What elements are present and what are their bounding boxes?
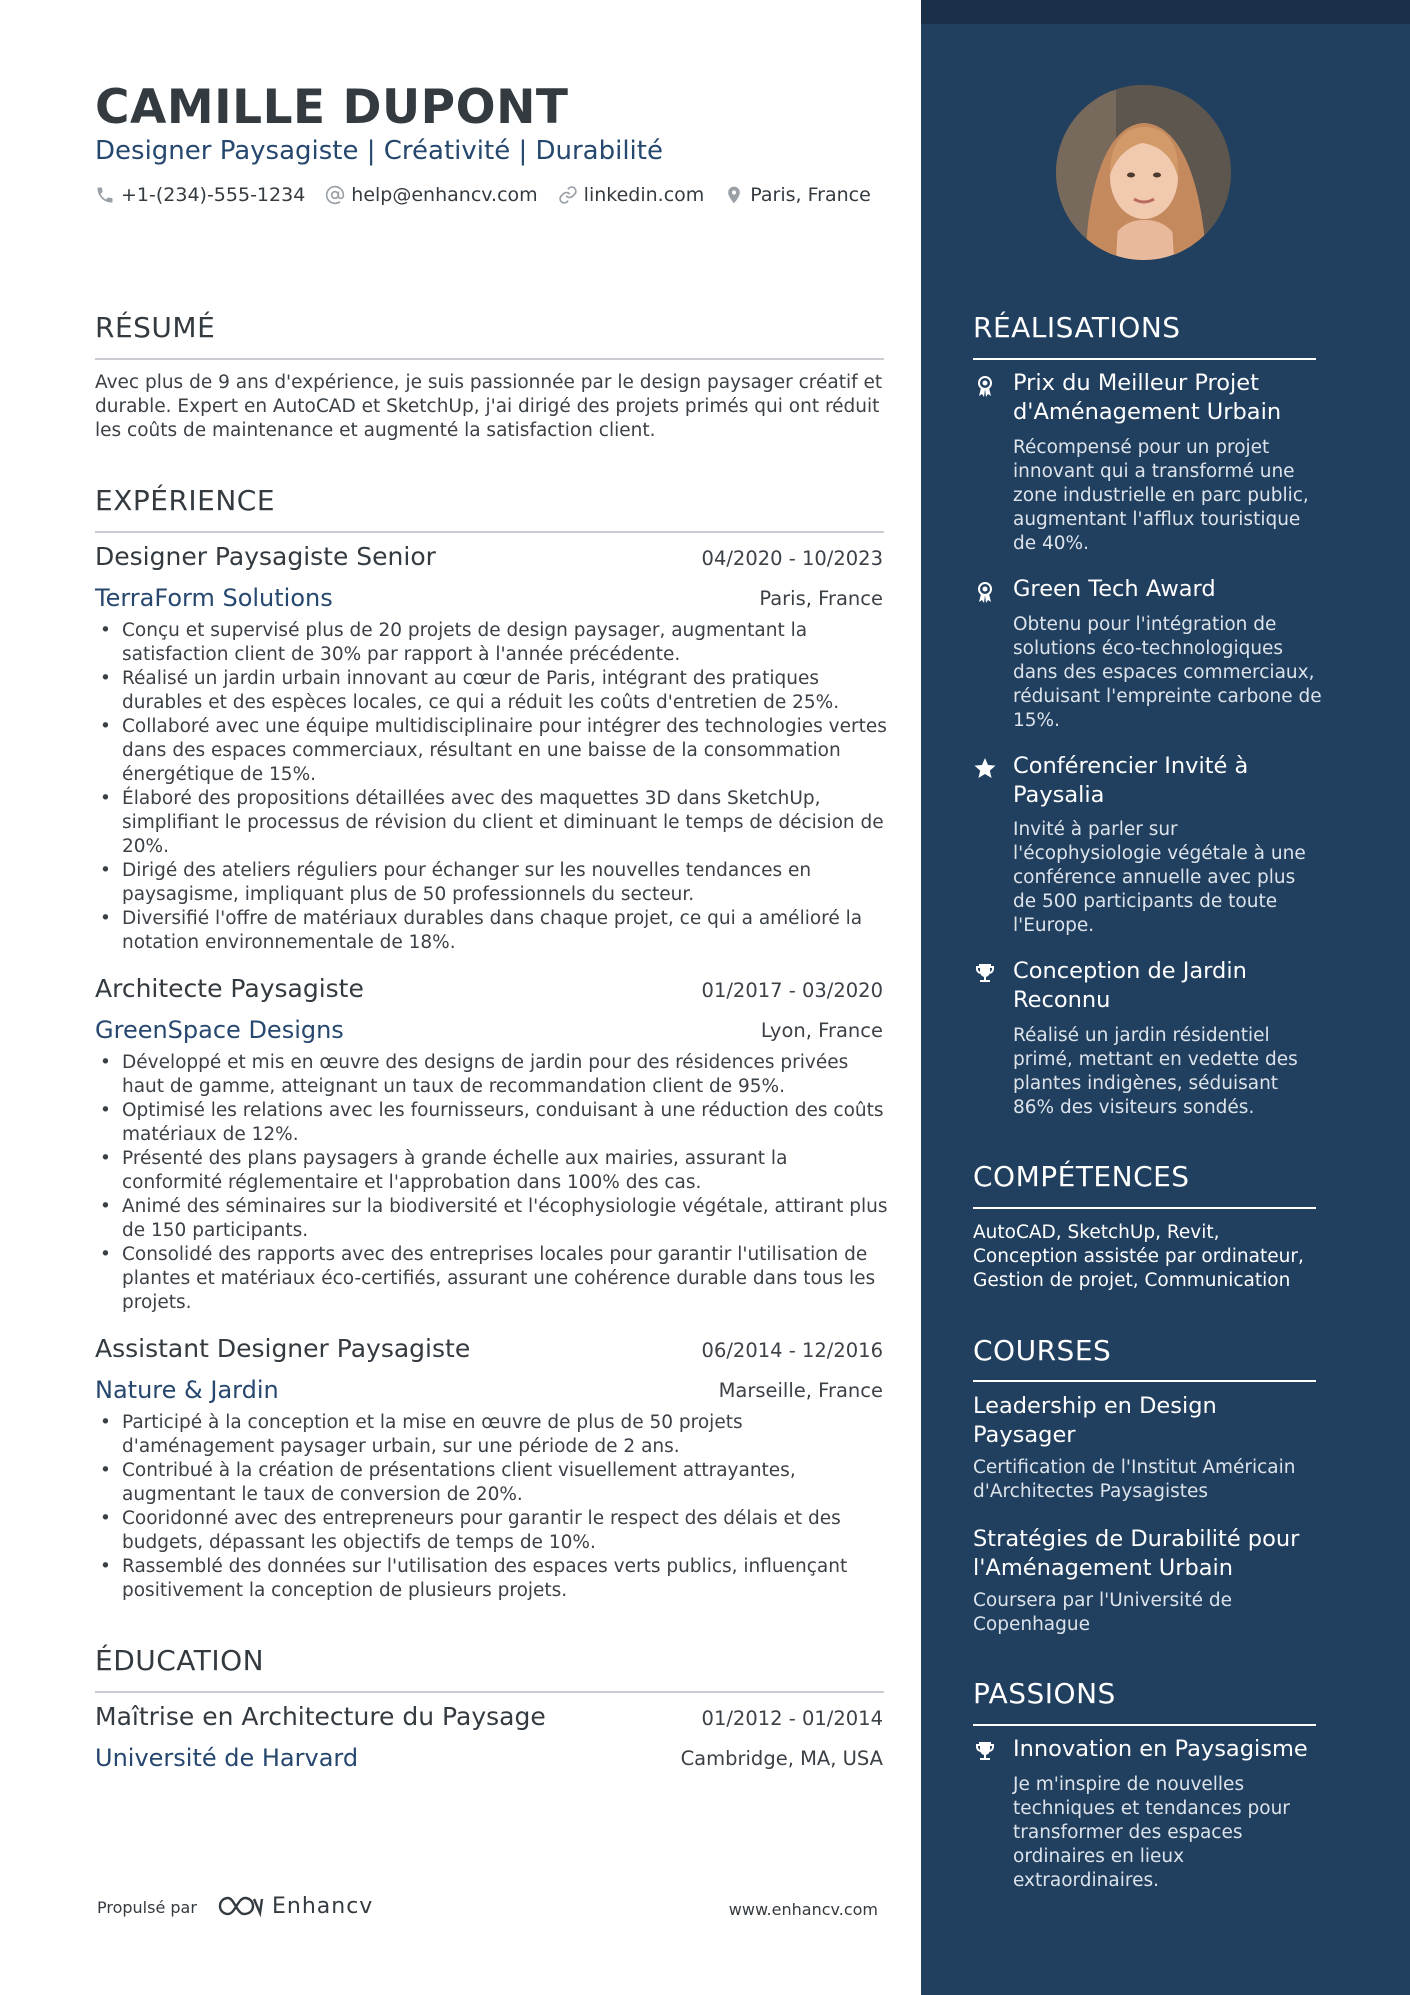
summary-heading: RÉSUMÉ — [95, 311, 216, 344]
phone-icon — [95, 185, 115, 205]
course-desc: Certification de l'Institut Américain d'Architectes Paysagistes — [973, 1457, 1296, 1502]
contact-bar — [95, 184, 891, 206]
list-item: • Diversifié l'offre de matériaux durables dans chaque projet, ce qui a amélioré la notation environnementale de 18%. — [95, 907, 890, 955]
sidebar-top-bar — [921, 0, 1410, 24]
avatar — [1056, 85, 1231, 260]
job-bullets — [95, 1051, 890, 1315]
achievements-heading: RÉALISATIONS — [973, 311, 1181, 344]
footer-url[interactable]: www.enhancv.com — [728, 1900, 878, 1919]
job-company: Nature & Jardin — [95, 1376, 279, 1404]
education-location: Cambridge, MA, USA — [680, 1747, 883, 1770]
job-title: Designer Paysagiste Senior — [95, 542, 436, 571]
achievement-desc: Obtenu pour l'intégration de solutions éco-technologiques dans des espaces commerciaux, réduisant l'empreinte carbone de 15%. — [1013, 614, 1322, 731]
contact-email-text: help@enhancv.com — [351, 184, 538, 206]
job-title: Architecte Paysagiste — [95, 974, 364, 1003]
list-item: • Participé à la conception et la mise en œuvre de plus de 50 projets d'aménagement paysager urbain, sur une période de 2 ans. — [95, 1411, 890, 1459]
job-location: Lyon, France — [760, 1019, 883, 1042]
candidate-name: CAMILLE DUPONT — [95, 80, 569, 135]
enhancv-logo[interactable] — [216, 1893, 373, 1919]
achievement-title: Prix du Meilleur Projet d'Aménagement Urbain — [1013, 370, 1282, 425]
achievement-title: Conception de Jardin Reconnu — [1013, 958, 1247, 1013]
award-ribbon-icon — [973, 580, 997, 604]
list-item: • Rassemblé des données sur l'utilisation des espaces verts publics, influençant positivement la conception de plusieurs projets. — [95, 1555, 890, 1603]
education-school: Université de Harvard — [95, 1744, 359, 1772]
list-item: • Collaboré avec une équipe multidisciplinaire pour intégrer des technologies vertes dans des espaces commerciaux, résultant en une baisse de la consommation énergétique de 15%. — [95, 715, 890, 787]
job-company: TerraForm Solutions — [95, 584, 333, 612]
list-item: • Développé et mis en œuvre des designs de jardin pour des résidences privées haut de gamme, atteignant un taux de recommandation client de 95%. — [95, 1051, 890, 1099]
list-item: • Animé des séminaires sur la biodiversité et l'écophysiologie végétale, attirant plus de 150 participants. — [95, 1195, 890, 1243]
enhancv-logo-icon — [216, 1893, 264, 1919]
location-pin-icon — [724, 185, 744, 205]
contact-phone-text: +1-(234)-555-1234 — [121, 184, 306, 206]
list-item: • Conçu et supervisé plus de 20 projets de design paysager, augmentant la satisfaction client de 30% par rapport à l'année précédente. — [95, 619, 890, 667]
passions-heading: PASSIONS — [973, 1677, 1116, 1710]
job-title: Assistant Designer Paysagiste — [95, 1334, 471, 1363]
list-item: • Dirigé des ateliers réguliers pour échanger sur les nouvelles tendances en paysagisme, impliquant plus de 50 professionnels du secteur. — [95, 859, 890, 907]
link-icon — [558, 185, 578, 205]
education-degree: Maîtrise en Architecture du Paysage — [95, 1702, 546, 1731]
contact-linkedin[interactable] — [558, 184, 705, 206]
contact-linkedin-text: linkedin.com — [583, 184, 705, 206]
course-desc: Coursera par l'Université de Copenhague — [973, 1590, 1232, 1635]
list-item: • Optimisé les relations avec les fournisseurs, conduisant à une réduction des coûts matériaux de 12%. — [95, 1099, 890, 1147]
passion-desc: Je m'inspire de nouvelles techniques et tendances pour transformer des espaces ordinaires en lieux extraordinaires. — [1013, 1774, 1290, 1891]
contact-phone[interactable] — [95, 184, 305, 206]
education-dates: 01/2012 - 01/2014 — [701, 1707, 883, 1730]
job-dates: 01/2017 - 03/2020 — [701, 979, 883, 1002]
avatar-portrait — [1056, 85, 1231, 260]
star-icon — [973, 756, 997, 780]
candidate-tagline: Designer Paysagiste | Créativité | Durabilité — [95, 136, 663, 166]
summary-divider — [95, 358, 884, 360]
list-item: • Contribué à la création de présentations client visuellement attrayantes, augmentant le taux de conversion de 20%. — [95, 1459, 890, 1507]
education-divider — [95, 1691, 884, 1693]
summary-text: Avec plus de 9 ans d'expérience, je suis passionnée par le design paysager créatif et durable. Expert en AutoCAD et SketchUp, j'ai dirigé des projets primés qui ont réduit les coûts de maintenance et augmenté la satisfaction client. — [95, 372, 883, 441]
contact-location-text: Paris, France — [750, 184, 871, 206]
skills-text: AutoCAD, SketchUp, Revit, Conception assistée par ordinateur, Gestion de projet, Communication — [973, 1222, 1304, 1291]
job-location: Paris, France — [759, 587, 883, 610]
achievement-desc: Invité à parler sur l'écophysiologie végétale à une conférence annuelle avec plus de 500 participants de toute l'Europe. — [1013, 819, 1306, 936]
achievement-desc: Réalisé un jardin résidentiel primé, mettant en vedette des plantes indigènes, séduisant 86% des visiteurs sondés. — [1013, 1025, 1298, 1118]
job-dates: 04/2020 - 10/2023 — [701, 547, 883, 570]
award-ribbon-icon — [973, 374, 997, 398]
list-item: • Élaboré des propositions détaillées avec des maquettes 3D dans SketchUp, simplifiant le processus de révision du client et diminuant le temps de décision de 20%. — [95, 787, 890, 859]
footer-powered-by: Propulsé par — [97, 1898, 197, 1917]
trophy-icon — [973, 1739, 997, 1763]
list-item: • Consolidé des rapports avec des entreprises locales pour garantir l'utilisation de plantes et matériaux éco-certifiés, assurant une cohérence durable dans tous les projets. — [95, 1243, 890, 1315]
course-title: Leadership en Design Paysager — [973, 1393, 1217, 1448]
achievements-divider — [973, 358, 1316, 360]
course-title: Stratégies de Durabilité pour l'Aménagement Urbain — [973, 1526, 1300, 1581]
list-item: • Présenté des plans paysagers à grande échelle aux mairies, assurant la conformité réglementaire et l'approbation dans 100% des cas. — [95, 1147, 890, 1195]
achievement-title: Conférencier Invité à Paysalia — [1013, 753, 1249, 808]
courses-heading: COURSES — [973, 1334, 1112, 1367]
achievement-title: Green Tech Award — [1013, 576, 1216, 602]
passions-divider — [973, 1724, 1316, 1726]
list-item: • Réalisé un jardin urbain innovant au cœur de Paris, intégrant des pratiques durables et des espèces locales, ce qui a réduit les coûts d'entretien de 25%. — [95, 667, 890, 715]
skills-heading: COMPÉTENCES — [973, 1160, 1190, 1193]
footer-brand: Enhancv — [272, 1893, 374, 1919]
job-company: GreenSpace Designs — [95, 1016, 344, 1044]
education-heading: ÉDUCATION — [95, 1644, 265, 1677]
job-bullets — [95, 1411, 890, 1603]
job-location: Marseille, France — [718, 1379, 883, 1402]
job-bullets — [95, 619, 890, 955]
trophy-icon — [973, 961, 997, 985]
passion-title: Innovation en Paysagisme — [1013, 1736, 1308, 1762]
list-item: • Cooridonné avec des entrepreneurs pour garantir le respect des délais et des budgets, dépassant les objectifs de temps de 10%. — [95, 1507, 890, 1555]
experience-divider — [95, 531, 884, 533]
skills-divider — [973, 1207, 1316, 1209]
experience-heading: EXPÉRIENCE — [95, 484, 276, 517]
job-dates: 06/2014 - 12/2016 — [701, 1339, 883, 1362]
achievement-desc: Récompensé pour un projet innovant qui a transformé une zone industrielle en parc public, augmentant l'afflux touristique de 40%. — [1013, 437, 1309, 554]
at-icon — [325, 185, 345, 205]
contact-location — [724, 184, 871, 206]
contact-email[interactable] — [325, 184, 537, 206]
courses-divider — [973, 1380, 1316, 1382]
